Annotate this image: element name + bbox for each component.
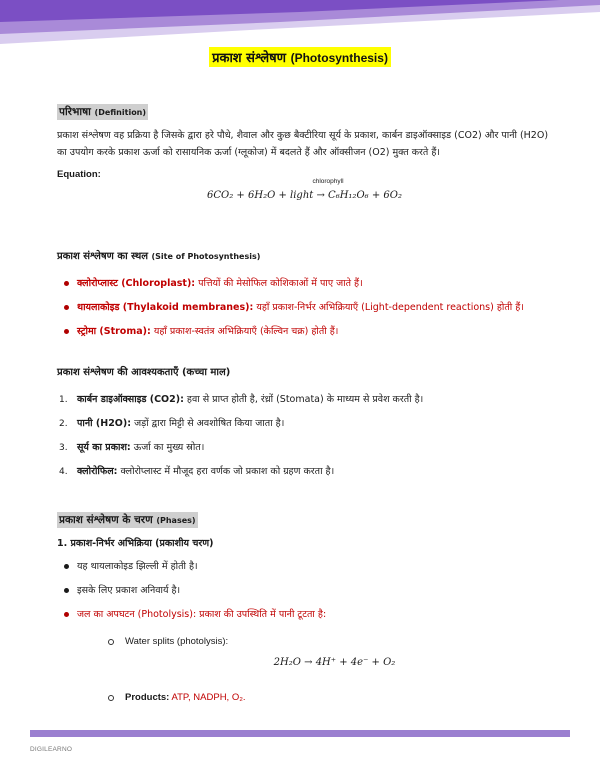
requirements-heading: प्रकाश संश्लेषण की आवश्यकताएँ (कच्चा माल) [57, 367, 231, 378]
photolysis-point: जल का अपघटन (Photolysis): प्रकाश की उपस्थिति में पानी टूटता है: [77, 609, 327, 620]
bullet-icon [64, 281, 69, 286]
definition-heading [57, 104, 148, 120]
requirement-term: पानी (H2O): [77, 418, 132, 429]
photolysis-sublist [57, 633, 552, 651]
equation-arrow: → [316, 190, 325, 201]
list-number: 1. [59, 395, 68, 405]
site-term: क्लोरोप्लास्ट (Chloroplast): [77, 278, 196, 289]
circle-bullet-icon [108, 639, 114, 645]
bullet-icon [64, 588, 69, 593]
list-item [77, 296, 552, 320]
footer-brand: DIGILEARNO [30, 746, 73, 753]
list-number: 4. [59, 467, 68, 477]
products-sublist [57, 689, 552, 707]
requirement-term: कार्बन डाइऑक्साइड (CO2): [77, 394, 184, 405]
requirement-term: क्लोरोफिल: [77, 466, 118, 477]
equation-left: 6CO₂ + 6H₂O + light [207, 190, 314, 201]
circle-bullet-icon [108, 695, 114, 701]
site-desc: यहाँ प्रकाश-स्वतंत्र अभिक्रियाएँ (केल्विन चक्र) होती हैं। [153, 326, 339, 337]
bullet-icon [64, 329, 69, 334]
list-item [125, 689, 552, 707]
list-item [77, 555, 552, 579]
equation-catalyst: chlorophyll [312, 178, 344, 185]
document-body [57, 100, 552, 707]
site-heading-english: (Site of Photosynthesis) [151, 252, 261, 261]
footer-bar [30, 730, 570, 737]
requirement-term: सूर्य का प्रकाश: [77, 442, 131, 453]
list-item [59, 388, 552, 412]
list-item [77, 320, 552, 344]
requirement-desc: ऊर्जा का मुख्य स्रोत। [133, 442, 205, 453]
top-decor-band [0, 0, 600, 50]
water-splits-label: Water splits (photolysis): [125, 636, 229, 647]
site-heading-hindi: प्रकाश संश्लेषण का स्थल [57, 251, 149, 262]
definition-heading-hindi: परिभाषा [59, 106, 91, 118]
bullet-icon [64, 612, 69, 617]
site-term: थायलाकोइड (Thylakoid membranes): [77, 302, 254, 313]
list-item [125, 633, 552, 651]
products-value: ATP, NADPH, O₂. [171, 692, 246, 703]
requirement-desc: क्लोरोप्लास्ट में मौजूद हरा वर्णक जो प्रकाश को ग्रहण करता है। [120, 466, 335, 477]
list-item [77, 272, 552, 296]
site-desc: पत्तियों की मेसोफिल कोशिकाओं में पाए जाते हैं। [198, 278, 363, 289]
requirement-desc: जड़ों द्वारा मिट्टी से अवशोषित किया जाता है। [134, 418, 285, 429]
phase1-point: यह थायलाकोइड झिल्ली में होती है। [77, 561, 198, 572]
definition-text: प्रकाश संश्लेषण वह प्रक्रिया है जिसके द्वारा हरे पौधे, शैवाल और कुछ बैक्टीरिया सूर्य के प्रकाश, कार्बन डाइऑक्साइड (CO2) और पानी (H2O) का उपयोग करके प्रकाश ऊर्जा को रासायनिक ऊर्जा (ग्लूकोज) में बदलते हैं और ऑक्सीजन (O2) मुक्त करते हैं। [57, 130, 549, 158]
bullet-icon [64, 305, 69, 310]
site-heading [57, 248, 552, 262]
site-list [57, 272, 552, 344]
list-item [59, 460, 552, 484]
phase1-list [57, 555, 552, 627]
requirements-list [57, 388, 552, 484]
list-item [77, 603, 552, 627]
photosynthesis-equation [57, 178, 552, 208]
requirement-desc: हवा से प्राप्त होती है, रंध्रों (Stomata) के माध्यम से प्रवेश करती है। [186, 394, 424, 405]
site-desc: यहाँ प्रकाश-निर्भर अभिक्रियाएँ (Light-dependent reactions) होती हैं। [256, 302, 524, 313]
products-label: Products: [125, 692, 170, 703]
page-title-english: (Photosynthesis) [290, 51, 388, 65]
list-number: 3. [59, 443, 68, 453]
list-item [77, 579, 552, 603]
list-item [59, 412, 552, 436]
phase1-point: इसके लिए प्रकाश अनिवार्य है। [77, 585, 181, 596]
equation-label: Equation: [57, 169, 101, 180]
bullet-icon [64, 564, 69, 569]
equation-right: C₆H₁₂O₆ + 6O₂ [328, 190, 402, 201]
site-term: स्ट्रोमा (Stroma): [77, 326, 151, 337]
page-title-hindi: प्रकाश संश्लेषण [212, 51, 287, 66]
list-number: 2. [59, 419, 68, 429]
phase1-heading: 1. प्रकाश-निर्भर अभिक्रिया (प्रकाशीय चरण) [57, 538, 214, 549]
definition-heading-english: (Definition) [94, 108, 147, 117]
page-title [209, 47, 391, 67]
photolysis-equation: 2H₂O → 4H⁺ + 4e⁻ + O₂ [273, 657, 396, 668]
phases-heading-english: (Phases) [156, 516, 196, 525]
phases-heading-hindi: प्रकाश संश्लेषण के चरण [59, 514, 153, 526]
list-item [59, 436, 552, 460]
phases-heading [57, 512, 198, 528]
